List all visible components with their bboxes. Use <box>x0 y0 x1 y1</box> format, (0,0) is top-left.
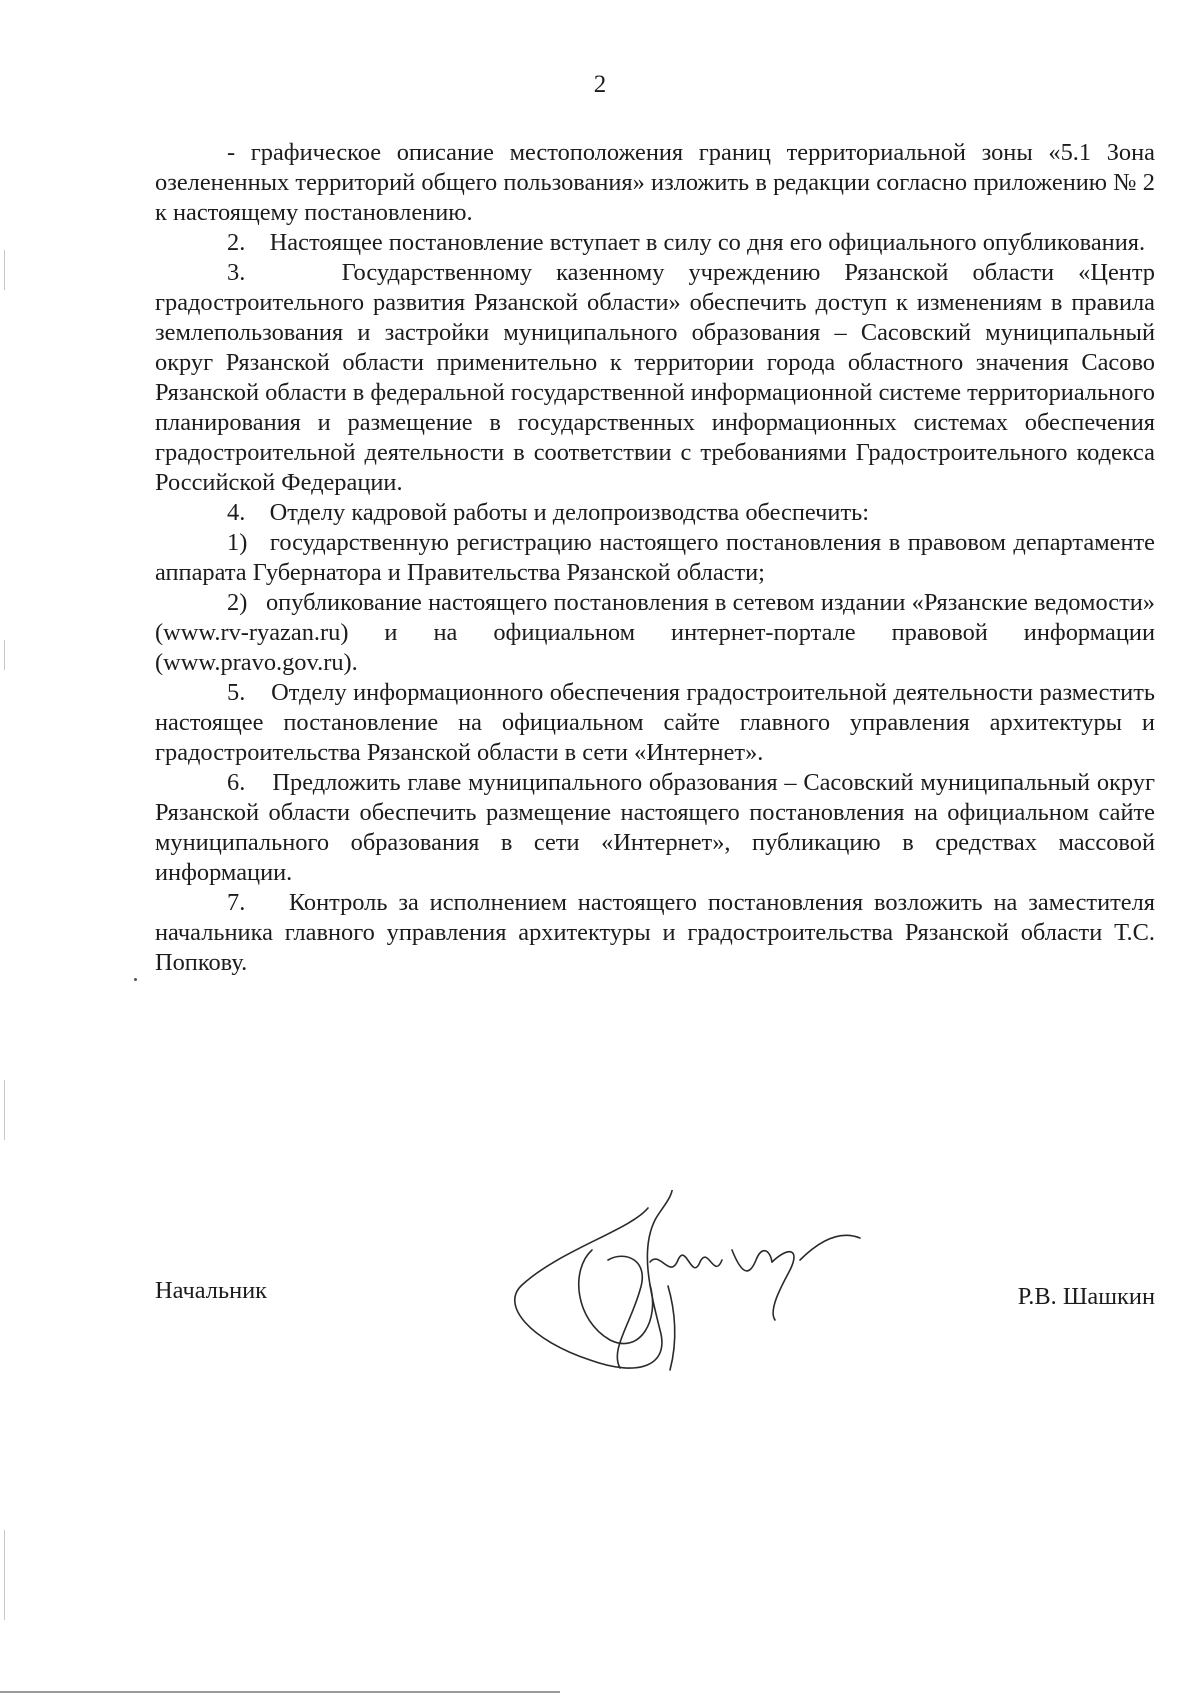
scan-edge-mark <box>4 1530 5 1620</box>
paragraph-subitem-2: 2) опубликование настоящего постановления в сетевом издании «Рязанские ведомости» (www.rv-ryazan.ru) и на официальном интернет-портале правовой информации (www.pravo.gov.ru). <box>155 589 1155 676</box>
scan-edge-mark <box>4 1080 5 1140</box>
scan-bottom-line <box>0 1691 560 1693</box>
signatory-name: Р.В. Шашкин <box>1017 1283 1155 1310</box>
paragraph-item-3: 3. Государственному казенному учреждению Рязанской области «Центр градостроительного развития Рязанской области» обеспечить доступ к изменениям в правила землепользования и застройки муниципального образования – Сасовский муниципальный округ Рязанской области применительно к территории города областного значения Сасово Рязанской области в федеральной государственной информационной системе территориального планирования и размещение в государственных информационных системах обеспечения градостроительной деятельности в соответствии с требованиями Градостроительного кодекса Российской Федерации. <box>155 259 1156 496</box>
paragraph-item-2: 2. Настоящее постановление вступает в силу со дня его официального опубликования. <box>227 229 1146 256</box>
handwritten-signature <box>500 1190 880 1390</box>
page-number: 2 <box>593 71 607 98</box>
paragraph-item-4: 4. Отделу кадровой работы и делопроизводства обеспечить: <box>227 499 870 526</box>
scan-speck <box>134 978 137 981</box>
scan-edge-mark <box>4 250 5 290</box>
document-body <box>155 138 1155 978</box>
paragraph-graphic-description: - графическое описание местоположения границ территориальной зоны «5.1 Зона озелененных территорий общего пользования» изложить в редакции согласно приложению № 2 к настоящему постановлению. <box>155 139 1155 226</box>
paragraph-subitem-1: 1) государственную регистрацию настоящего постановления в правовом департаменте аппарата Губернатора и Правительства Рязанской области; <box>155 529 1155 586</box>
scan-edge-mark <box>4 640 5 670</box>
paragraph-item-6: 6. Предложить главе муниципального образования – Сасовский муниципальный округ Рязанской области обеспечить размещение настоящего постановления на официальном сайте муниципального образования в сети «Интернет», публикацию в средствах массовой информации. <box>155 769 1155 886</box>
signatory-position: Начальник <box>155 1277 268 1304</box>
paragraph-item-7: 7. Контроль за исполнением настоящего постановления возложить на заместителя начальника главного управления архитектуры и градостроительства Рязанской области Т.С. Попкову. <box>155 889 1155 976</box>
paragraph-item-5: 5. Отделу информационного обеспечения градостроительной деятельности разместить настоящее постановление на официальном сайте главного управления архитектуры и градостроительства Рязанской области в сети «Интернет». <box>155 679 1155 766</box>
